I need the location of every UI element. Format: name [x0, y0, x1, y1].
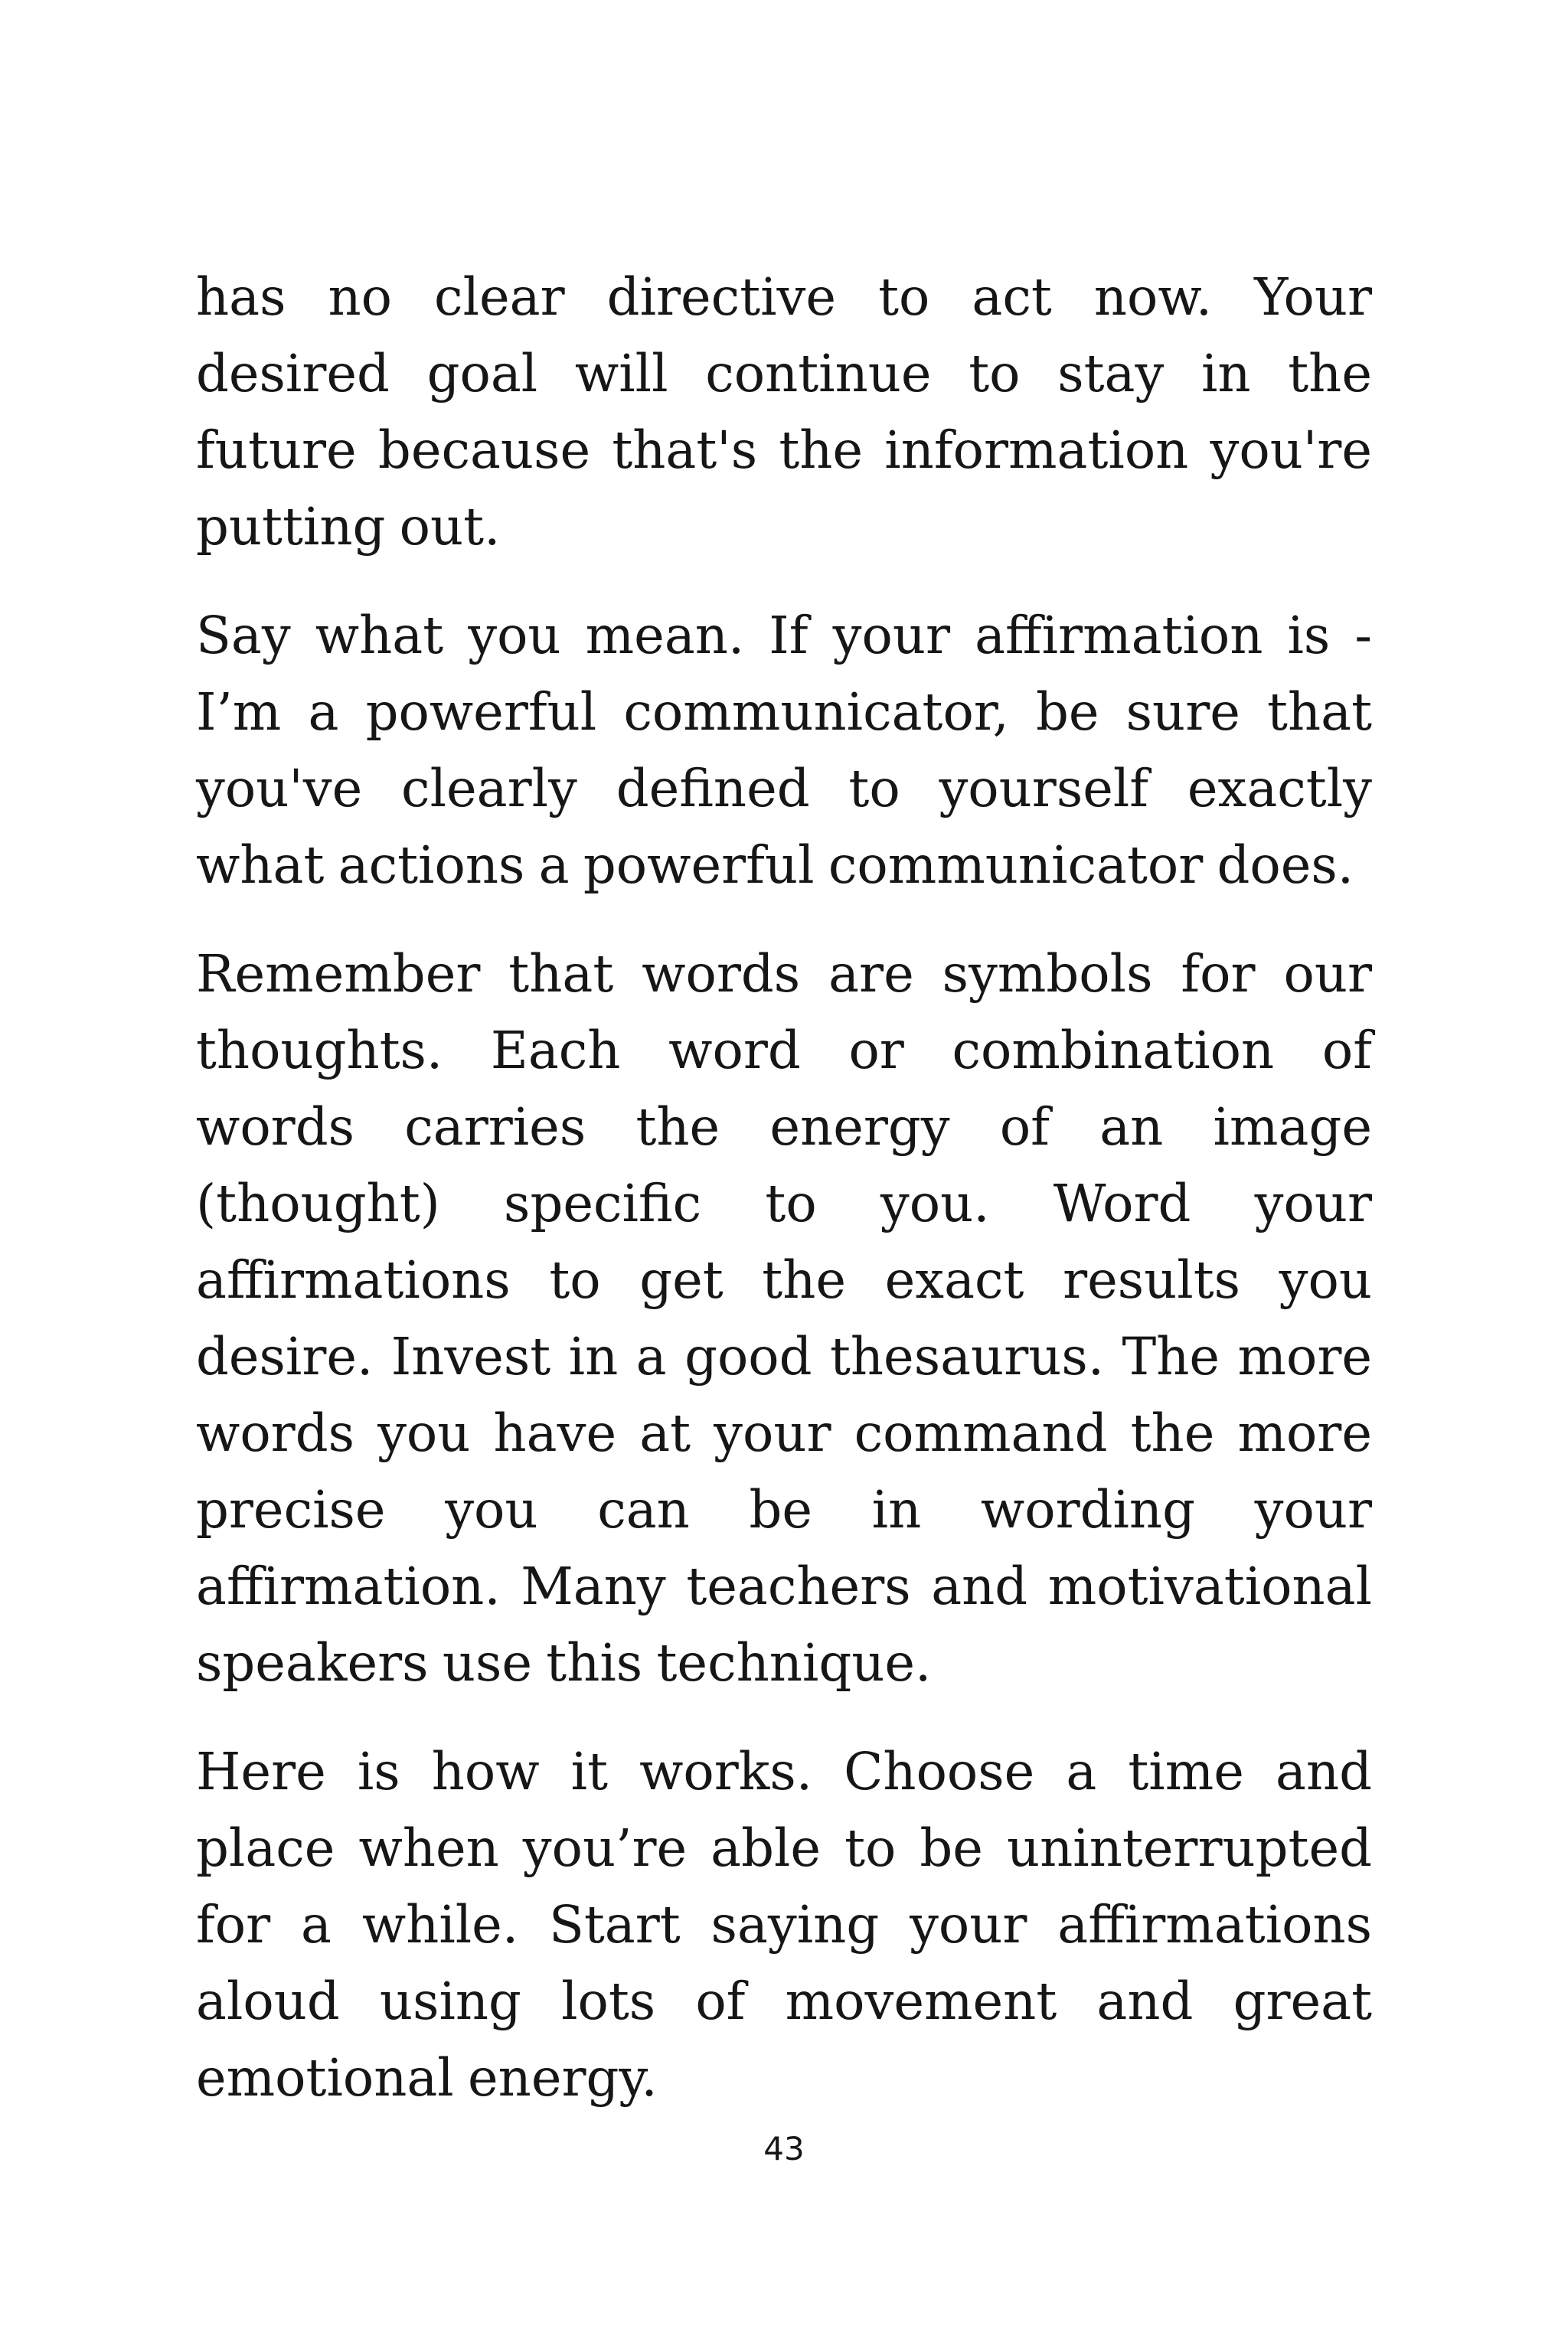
- paragraph: Say what you mean. If your affirmation is - I’m a powerful communicator, be sure that you've clearly defined to yourself exactly what actions a powerful communicator does.: [196, 606, 1372, 895]
- page-number: 43: [763, 2130, 805, 2167]
- paragraph: has no clear directive to act now. Your desired goal will continue to stay in the future because that's the information you're putting out.: [196, 267, 1372, 557]
- paragraph: Remember that words are symbols for our thoughts. Each word or combination of words carries the energy of an image (thought) specific to you. Word your affirmations to get the exact results you desire. Invest in a good thesaurus. The more words you have at your command the more precise you can be in wording your affirmation. Many teachers and motivational speakers use this technique.: [196, 944, 1372, 1693]
- body-text: [196, 259, 1372, 2148]
- paragraph: Here is how it works. Choose a time and place when you’re able to be uninterrupted for a while. Start saying your affirmations aloud using lots of movement and great emotional energy.: [196, 1742, 1372, 2108]
